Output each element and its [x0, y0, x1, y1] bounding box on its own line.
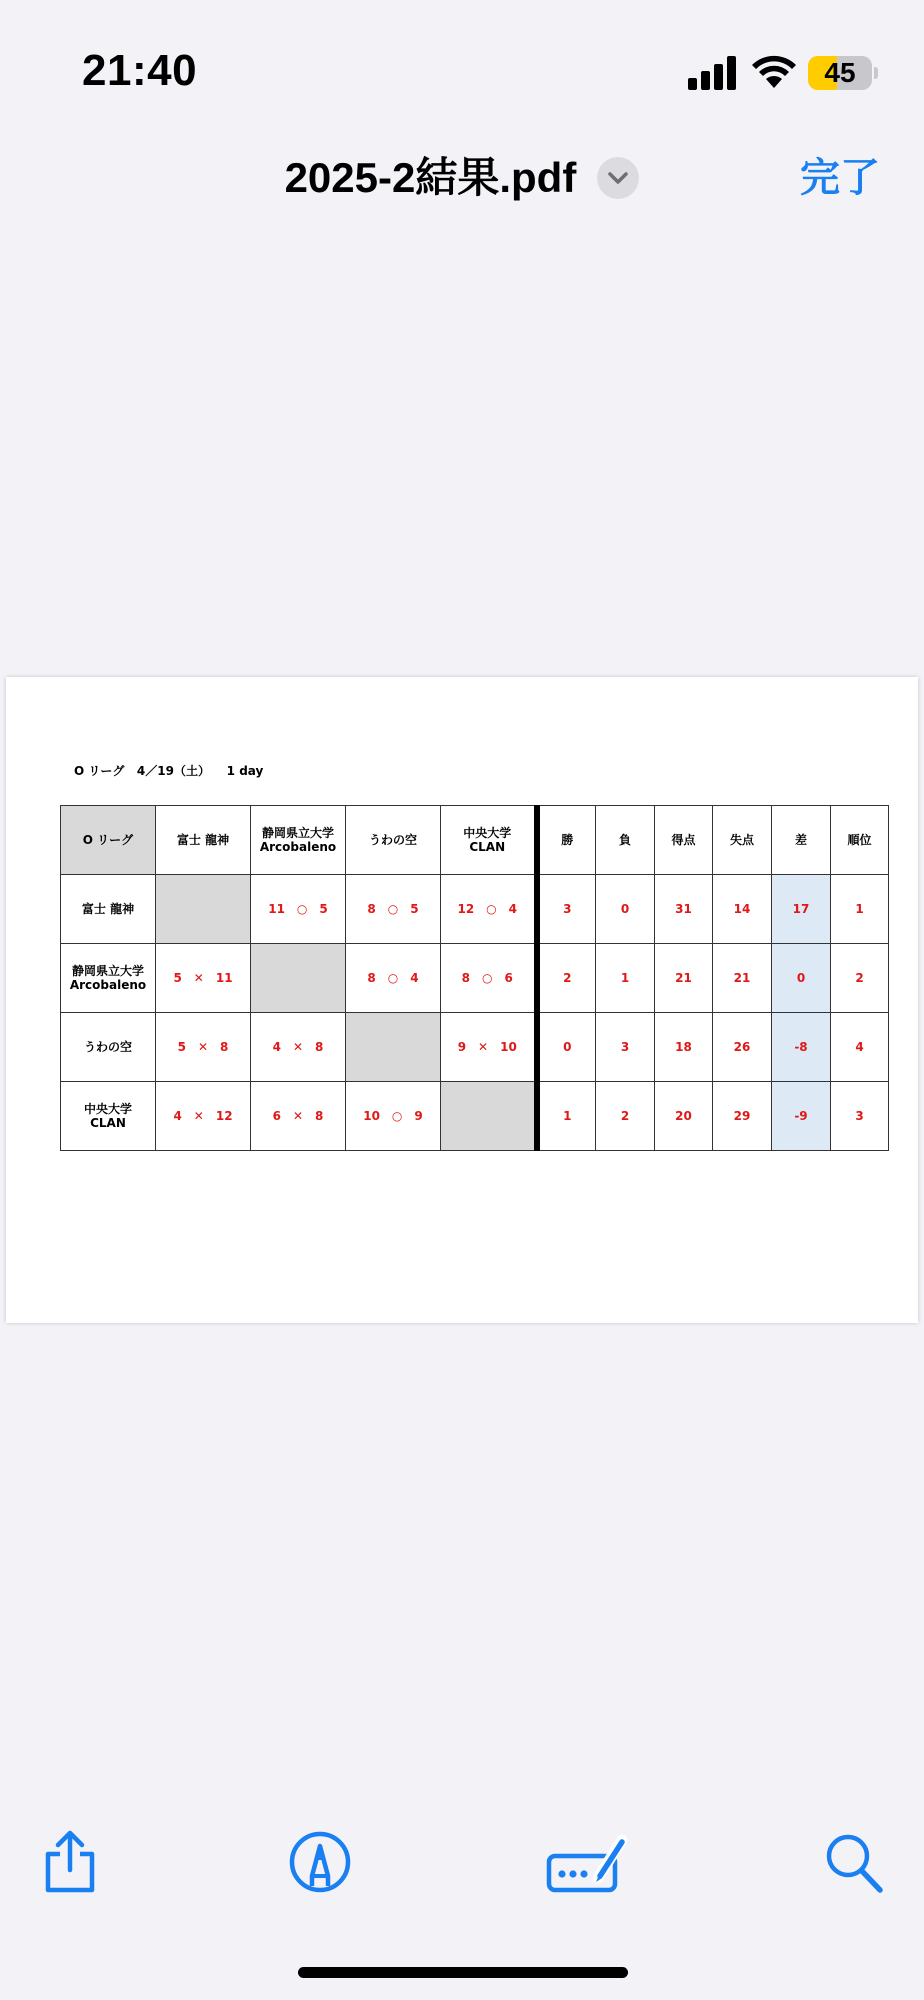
match-result: 4 ✕ 8: [251, 1013, 346, 1082]
markup-icon[interactable]: [288, 1830, 352, 1894]
stat-wins: 0: [537, 1013, 596, 1082]
table-row: [61, 1013, 889, 1082]
stat-wins: 2: [537, 944, 596, 1013]
title-menu-button[interactable]: [597, 157, 639, 199]
stat-wins: 3: [537, 875, 596, 944]
pdf-page[interactable]: [6, 677, 918, 1323]
column-header-rank: 順位: [831, 806, 889, 875]
search-icon[interactable]: [824, 1830, 884, 1894]
stat-rank: 1: [831, 875, 889, 944]
stat-rank: 4: [831, 1013, 889, 1082]
match-result: 8 ○ 6: [441, 944, 537, 1013]
table-corner-cell: O リーグ: [61, 806, 156, 875]
row-header-team: 富士 龍神: [61, 875, 156, 944]
wifi-icon: [752, 54, 796, 88]
document-title[interactable]: 2025-2結果.pdf: [284, 154, 577, 201]
match-result: 9 ✕ 10: [441, 1013, 537, 1082]
battery-indicator: [808, 56, 878, 90]
stat-losses: 0: [596, 875, 655, 944]
column-header-points-for: 得点: [655, 806, 713, 875]
match-result: 8 ○ 5: [346, 875, 441, 944]
match-result: 12 ○ 4: [441, 875, 537, 944]
table-row: [61, 875, 889, 944]
stat-points-against: 26: [713, 1013, 772, 1082]
stat-points-for: 31: [655, 875, 713, 944]
column-header-team: 静岡県立大学 Arcobaleno: [251, 806, 346, 875]
diagonal-cell: [156, 875, 251, 944]
column-header-difference: 差: [772, 806, 831, 875]
stat-losses: 1: [596, 944, 655, 1013]
column-header-losses: 負: [596, 806, 655, 875]
match-result: 5 ✕ 8: [156, 1013, 251, 1082]
stat-difference: 17: [772, 875, 831, 944]
match-result: 4 ✕ 12: [156, 1082, 251, 1151]
column-header-points-against: 失点: [713, 806, 772, 875]
column-header-team: 富士 龍神: [156, 806, 251, 875]
done-button[interactable]: 完了: [800, 155, 880, 201]
stat-points-for: 21: [655, 944, 713, 1013]
match-result: 10 ○ 9: [346, 1082, 441, 1151]
cellular-signal-icon: [688, 56, 738, 90]
table-row: [61, 944, 889, 1013]
table-row: [61, 1082, 889, 1151]
status-bar: [0, 0, 924, 140]
stat-difference: -9: [772, 1082, 831, 1151]
status-time: 21:40: [82, 46, 198, 95]
signature-icon[interactable]: [546, 1830, 628, 1894]
row-header-team: うわの空: [61, 1013, 156, 1082]
stat-difference: -8: [772, 1013, 831, 1082]
table-header-row: [61, 806, 889, 875]
match-result: 6 ✕ 8: [251, 1082, 346, 1151]
stat-difference: 0: [772, 944, 831, 1013]
stat-points-against: 14: [713, 875, 772, 944]
column-header-team: 中央大学 CLAN: [441, 806, 537, 875]
diagonal-cell: [346, 1013, 441, 1082]
stat-losses: 2: [596, 1082, 655, 1151]
match-result: 11 ○ 5: [251, 875, 346, 944]
diagonal-cell: [251, 944, 346, 1013]
share-icon[interactable]: [40, 1830, 100, 1894]
league-caption: O リーグ 4／19（土） 1 day: [74, 764, 264, 778]
document-title-bar: [0, 148, 924, 208]
stat-rank: 2: [831, 944, 889, 1013]
stat-wins: 1: [537, 1082, 596, 1151]
battery-level: 45: [824, 57, 856, 88]
row-header-team: 中央大学 CLAN: [61, 1082, 156, 1151]
chevron-down-icon: [607, 169, 629, 187]
league-results-table: [60, 805, 889, 1151]
stat-losses: 3: [596, 1013, 655, 1082]
diagonal-cell: [441, 1082, 537, 1151]
stat-points-for: 20: [655, 1082, 713, 1151]
stat-points-against: 21: [713, 944, 772, 1013]
column-header-team: うわの空: [346, 806, 441, 875]
stat-rank: 3: [831, 1082, 889, 1151]
home-indicator[interactable]: [298, 1967, 628, 1978]
match-result: 5 ✕ 11: [156, 944, 251, 1013]
stat-points-for: 18: [655, 1013, 713, 1082]
row-header-team: 静岡県立大学 Arcobaleno: [61, 944, 156, 1013]
column-header-wins: 勝: [537, 806, 596, 875]
stat-points-against: 29: [713, 1082, 772, 1151]
match-result: 8 ○ 4: [346, 944, 441, 1013]
